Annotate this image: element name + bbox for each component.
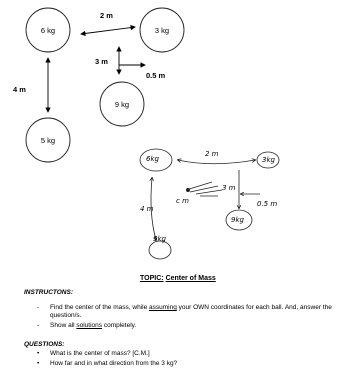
question-item (37, 350, 347, 359)
label-9kg: 9 kg (114, 100, 130, 109)
arrow-6kg-3kg (81, 27, 135, 34)
label-5kg: 5 kg (40, 136, 56, 145)
instructions-heading: INSTRUCTONS: (24, 289, 73, 296)
bullet-marker: • (37, 350, 40, 357)
sketch-cm-point (186, 188, 189, 191)
question-text: How far and in what direction from the 3 kg? (50, 360, 178, 367)
sketch-label-9kg: 9kg (231, 216, 244, 224)
sketch-cm-lines (186, 182, 222, 196)
instruction-text: question/s. (50, 312, 82, 319)
label-6kg: 6 kg (40, 26, 56, 35)
questions-heading: QUESTIONS: (24, 341, 65, 348)
instruction-item (37, 322, 347, 331)
distance-2m: 2 m (100, 11, 113, 20)
sketch-label-6kg: 6kg (146, 155, 159, 163)
topic-prefix: TOPIC: (140, 275, 164, 282)
question-text: What is the center of mass? [C.M.] (50, 350, 150, 357)
sketch-arrow-2m (178, 160, 255, 164)
instruction-text: Show all (50, 322, 77, 329)
dash-marker: - (37, 322, 40, 329)
sketch-label-05m: 0.5 m (257, 200, 278, 208)
question-item (37, 360, 347, 369)
instruction-emphasis: assuming (149, 304, 177, 311)
sketch-label-2m: 2 m (205, 150, 219, 158)
bullet-marker: • (37, 360, 40, 367)
sketch-label-4m: 4 m (140, 205, 154, 213)
instruction-text: Find the center of the mass, while (50, 304, 149, 311)
instruction-text: completely. (102, 322, 137, 329)
sketch-label-3kg: 3kg (262, 156, 275, 164)
sketch-label-5kg: 5kg (153, 235, 166, 243)
instruction-emphasis: solutions (76, 322, 103, 329)
label-3kg: 3 kg (154, 26, 170, 35)
topic-title: Center of Mass (165, 275, 216, 282)
sketch-label-3m: 3 m (222, 184, 236, 192)
instruction-item (37, 304, 347, 320)
sketch-ball-5kg (149, 241, 171, 259)
instruction-text: your OWN coordinates for each ball. And, answer the (176, 304, 332, 311)
distance-4m: 4 m (13, 85, 26, 94)
distance-3m: 3 m (95, 57, 108, 66)
dash-marker: - (37, 304, 40, 311)
sketch-label-cm: c m (176, 197, 189, 205)
topic-line (140, 275, 216, 282)
distance-0-5m: 0.5 m (146, 71, 166, 80)
